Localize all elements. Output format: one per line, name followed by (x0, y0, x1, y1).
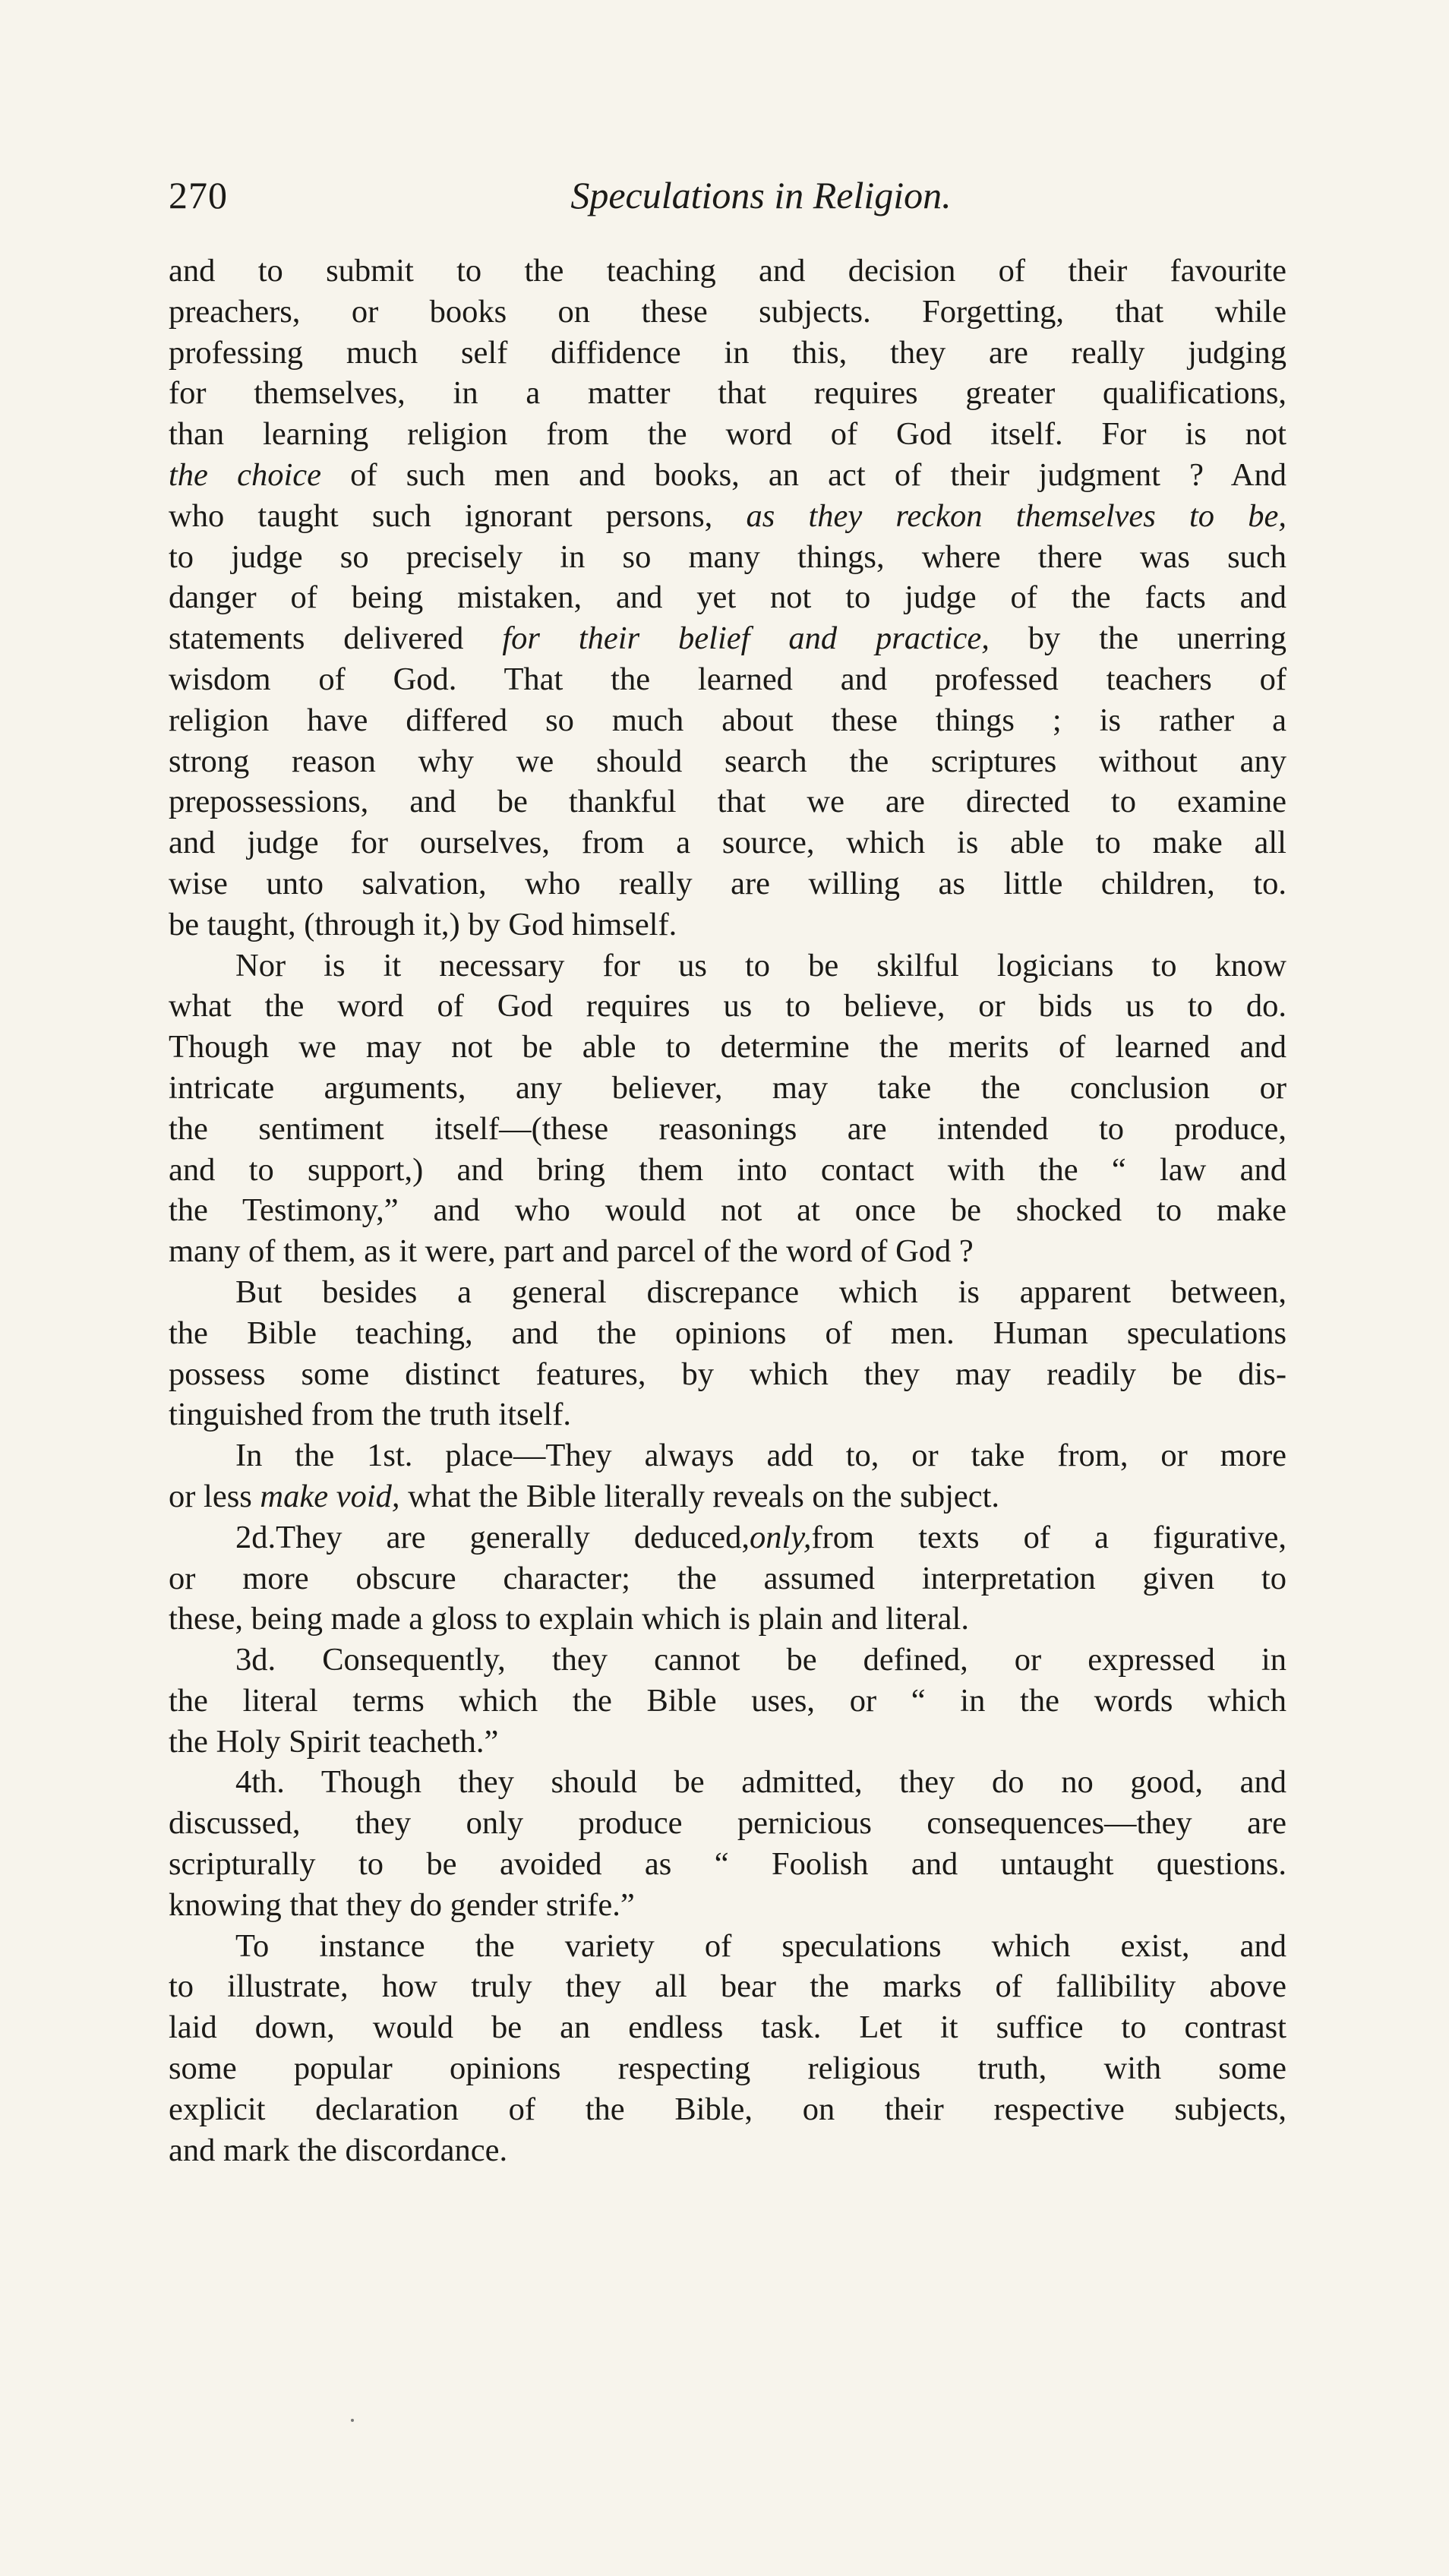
text-run: wise unto salvation, who really are willing as little children, to. (169, 865, 1286, 901)
paragraph (169, 1435, 1286, 1517)
text-line (169, 1681, 1286, 1722)
text-run: the Holy Spirit teacheth.” (169, 1723, 499, 1760)
text-run: But besides a general discrepance which is apparent between, (235, 1274, 1286, 1310)
text-line (169, 1394, 1286, 1435)
paragraph (169, 1517, 1286, 1640)
text-run: by the unerring (989, 620, 1287, 657)
text-line (169, 2007, 1286, 2048)
text-line (169, 781, 1286, 822)
text-run: what the word of God requires us to believe, or bids us to do. (169, 988, 1286, 1024)
italic-run: only, (750, 1519, 812, 1555)
text-run: for themselves, in a matter that requires greater qualifications, (169, 375, 1286, 412)
text-run: than learning religion from the word of God itself. For is not (169, 416, 1286, 453)
text-run: discussed, they only produce pernicious consequences—they are (169, 1805, 1286, 1842)
text-run: and mark the discordance. (169, 2132, 508, 2168)
text-run: explicit declaration of the Bible, on their respective subjects, (169, 2091, 1286, 2127)
text-run: preachers, or books on these subjects. Forgetting, that while (169, 293, 1286, 330)
text-line (169, 1517, 1286, 1558)
text-run: 4th. Though they should be admitted, they do no good, and (235, 1764, 1286, 1801)
text-line (169, 1476, 1286, 1517)
text-line (169, 2089, 1286, 2130)
text-line (169, 904, 1286, 945)
text-run: tinguished from the truth itself. (169, 1397, 571, 1433)
text-line (169, 496, 1286, 537)
text-run: wisdom of God. That the learned and professed teachers of (169, 661, 1286, 697)
italic-run: make void, (260, 1478, 400, 1514)
text-line (169, 1926, 1286, 1967)
text-run: of such men and books, an act of their judgment ? And (320, 456, 1287, 493)
page-header (169, 173, 1300, 234)
text-run: what the Bible literally reveals on the subject. (399, 1478, 1000, 1514)
text-run: from texts of a figurative, (811, 1519, 1286, 1555)
text-run: and to submit to the teaching and decision of their favourite (169, 253, 1286, 289)
text-run: professing much self diffidence in this, they are really judging (169, 334, 1286, 371)
text-line (169, 1966, 1286, 2007)
text-line (169, 1599, 1286, 1640)
text-run: the sentiment itself—(these reasonings are intended to produce, (169, 1110, 1286, 1147)
text-run: to illustrate, how truly they all bear the marks of fallibility above (169, 1968, 1286, 2005)
text-run: In the 1st. place—They always add to, or take from, or more (235, 1438, 1286, 1474)
text-line (169, 251, 1286, 292)
text-run: many of them, as it were, part and parcel of the word of God ? (169, 1233, 974, 1270)
text-line (169, 1435, 1286, 1476)
text-run: religion have differed so much about these things ; is rather a (169, 702, 1286, 738)
text-line (169, 1803, 1286, 1844)
text-line (169, 1150, 1286, 1191)
text-run: these, being made a gloss to explain which is plain and literal. (169, 1601, 969, 1637)
text-run: 2d.They are generally deduced, (235, 1519, 750, 1555)
text-line (169, 1231, 1286, 1272)
text-line (169, 822, 1286, 863)
text-line (169, 537, 1286, 578)
paragraph (169, 945, 1286, 1272)
text-run: or more obscure character; the assumed interpretation given to (169, 1560, 1286, 1596)
text-line (169, 1762, 1286, 1803)
text-line (169, 414, 1286, 455)
text-line (169, 2048, 1286, 2089)
text-run: danger of being mistaken, and yet not to judge of the facts and (169, 579, 1286, 616)
body-text (169, 251, 1286, 2170)
text-line (169, 1885, 1286, 1926)
page-number: 270 (169, 174, 228, 216)
text-line (169, 1640, 1286, 1681)
text-run: Though we may not be able to determine the merits of learned and (169, 1029, 1286, 1065)
text-line (169, 618, 1286, 659)
text-run: Nor is it necessary for us to be skilful logicians to know (235, 947, 1286, 983)
paragraph (169, 1926, 1286, 2171)
paper-speck (351, 2419, 354, 2422)
text-line (169, 1272, 1286, 1313)
text-line (169, 1027, 1286, 1068)
text-line (169, 1722, 1286, 1763)
text-run: be taught, (through it,) by God himself. (169, 906, 677, 942)
italic-run: the choice (169, 456, 321, 493)
text-line (169, 1844, 1286, 1885)
italic-run: as they reckon themselves to be, (746, 497, 1286, 534)
text-run: the literal terms which the Bible uses, or “ in the words which (169, 1682, 1286, 1719)
italic-run: for their belief and practice, (502, 620, 990, 657)
text-line (169, 863, 1286, 904)
text-line (169, 1354, 1286, 1395)
text-run: who taught such ignorant persons, (169, 497, 747, 534)
text-line (169, 1558, 1286, 1599)
running-title: Speculations in Religion. (570, 174, 952, 216)
text-line (169, 1313, 1286, 1354)
text-run: possess some distinct features, by which they may readily be dis- (169, 1356, 1286, 1392)
text-run: or less (169, 1478, 260, 1514)
text-run: the Testimony,” and who would not at once be shocked to make (169, 1192, 1286, 1229)
text-line (169, 1109, 1286, 1150)
paragraph (169, 1762, 1286, 1925)
text-line (169, 986, 1286, 1027)
text-line (169, 333, 1286, 374)
text-run: scripturally to be avoided as “ Foolish and untaught questions. (169, 1846, 1286, 1883)
text-line (169, 455, 1286, 496)
text-line (169, 659, 1286, 700)
text-line (169, 741, 1286, 782)
text-line (169, 2130, 1286, 2171)
text-run: laid down, would be an endless task. Let it suffice to contrast (169, 2009, 1286, 2046)
text-line (169, 1190, 1286, 1231)
text-run: To instance the variety of speculations which exist, and (235, 1927, 1286, 1964)
text-run: strong reason why we should search the scriptures without any (169, 743, 1286, 779)
text-run: and to support,) and bring them into contact with the “ law and (169, 1151, 1286, 1188)
text-line (169, 373, 1286, 414)
text-run: the Bible teaching, and the opinions of men. Human speculations (169, 1315, 1286, 1351)
paragraph (169, 1640, 1286, 1762)
text-run: to judge so precisely in so many things, where there was such (169, 538, 1286, 575)
text-line (169, 945, 1286, 987)
text-line (169, 1068, 1286, 1109)
text-line (169, 577, 1286, 618)
paragraph (169, 1272, 1286, 1435)
text-line (169, 700, 1286, 741)
text-run: and judge for ourselves, from a source, which is able to make all (169, 825, 1286, 861)
text-run: 3d. Consequently, they cannot be defined, or expressed in (235, 1642, 1286, 1678)
text-run: intricate arguments, any believer, may take the conclusion or (169, 1069, 1286, 1106)
text-line (169, 292, 1286, 333)
text-run: statements delivered (169, 620, 503, 657)
paragraph (169, 251, 1286, 945)
text-run: some popular opinions respecting religious truth, with some (169, 2050, 1286, 2087)
text-run: prepossessions, and be thankful that we are directed to examine (169, 784, 1286, 820)
text-run: knowing that they do gender strife.” (169, 1886, 635, 1923)
